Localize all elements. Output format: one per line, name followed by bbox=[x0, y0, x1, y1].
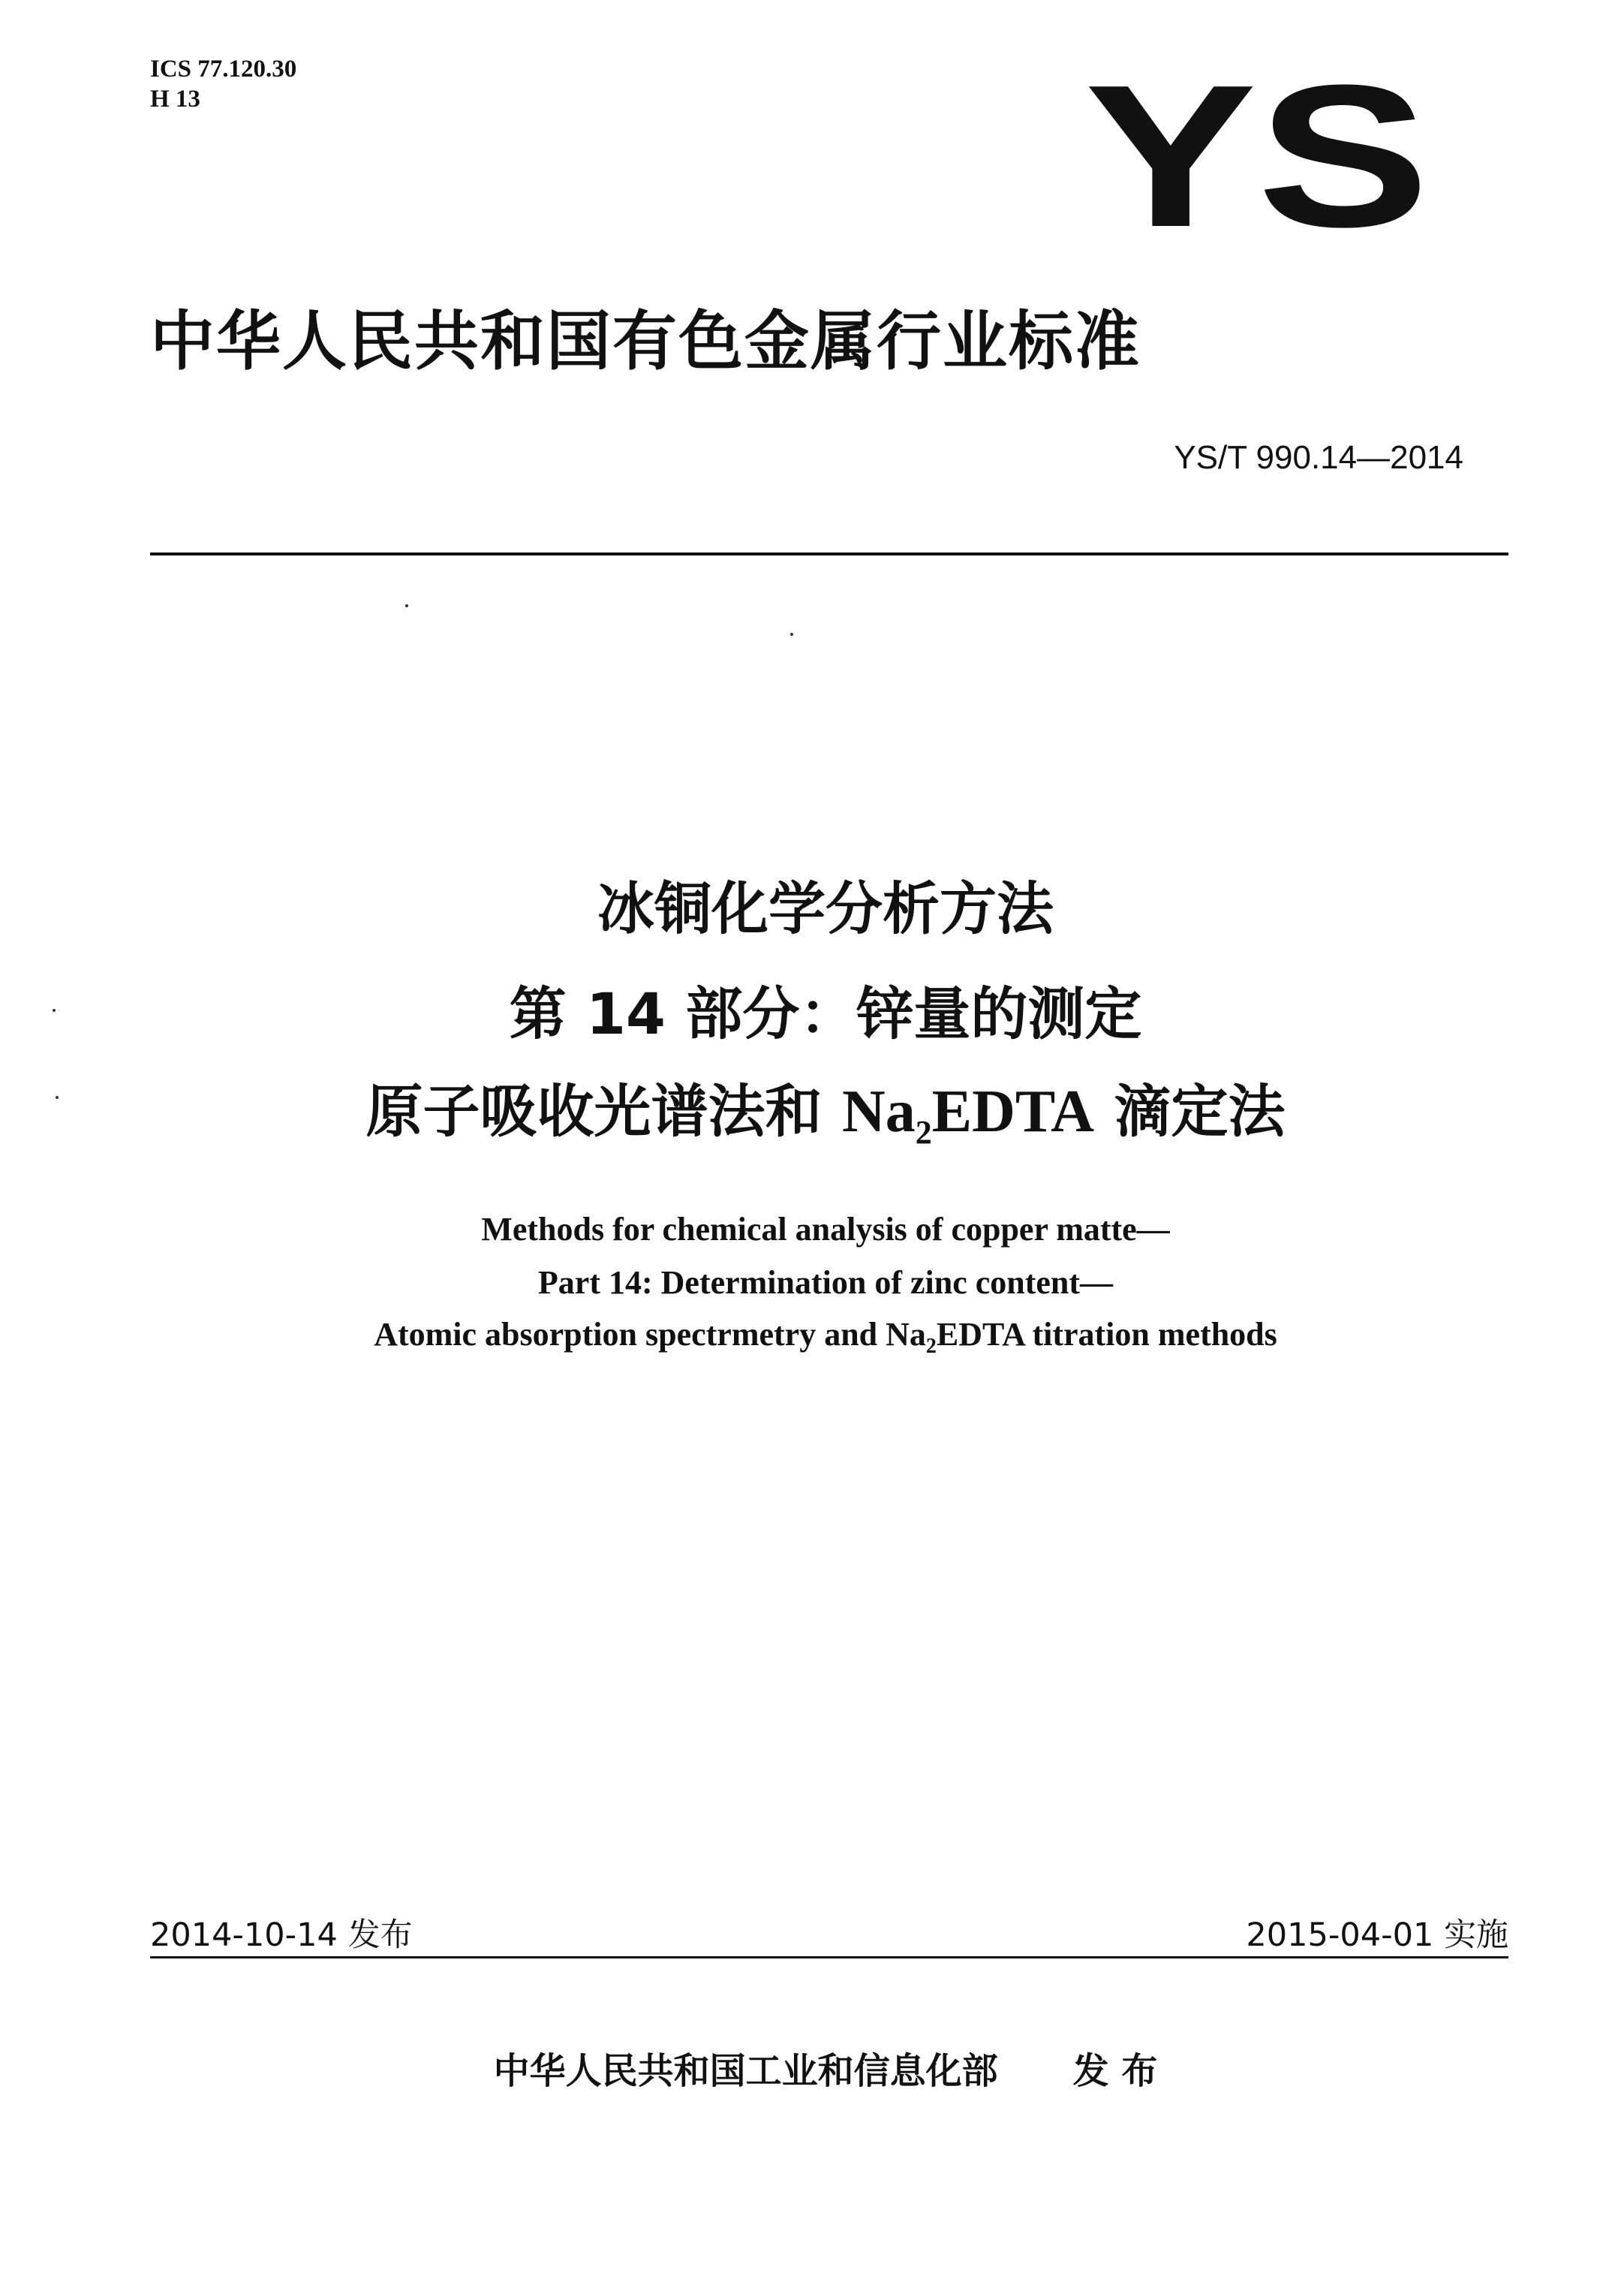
effective-date: 2015-04-01 实施 bbox=[1246, 1916, 1508, 1954]
scan-speck bbox=[53, 1009, 56, 1012]
publisher bbox=[150, 2042, 1501, 2094]
title-cn-subscript: 2 bbox=[915, 1114, 932, 1152]
title-cn-line2: 第 14 部分：锌量的测定 bbox=[509, 980, 1142, 1047]
title-cn-line3 bbox=[150, 1066, 1501, 1152]
org-title: 中华人民共和国有色金属行业标准 bbox=[150, 304, 1141, 379]
standard-code: YS/T 990.14—2014 bbox=[1174, 439, 1463, 476]
bottom-divider bbox=[150, 1956, 1508, 1958]
scan-speck bbox=[56, 1096, 59, 1099]
ccs-code: H 13 bbox=[150, 86, 200, 113]
top-divider bbox=[150, 552, 1508, 555]
publisher-name: 中华人民共和国工业和信息化部 bbox=[493, 2050, 998, 2092]
title-cn-edta: EDTA bbox=[931, 1079, 1095, 1145]
issue-date: 2014-10-14 发布 bbox=[150, 1916, 413, 1954]
title-cn-na: Na bbox=[841, 1079, 916, 1145]
ys-logo-text: YS bbox=[1084, 72, 1430, 237]
title-en-subscript: 2 bbox=[925, 1334, 937, 1358]
title-cn-line3-c: 滴定法 bbox=[1094, 1078, 1286, 1145]
title-en-line3 bbox=[150, 1315, 1501, 1359]
title-en-line2: Part 14: Determination of zinc content— bbox=[537, 1264, 1114, 1301]
publisher-action: 发 布 bbox=[1072, 2050, 1158, 2092]
ics-code: ICS 77.120.30 bbox=[150, 56, 297, 83]
classification-codes bbox=[150, 54, 296, 114]
title-en-line3-a: Atomic absorption spectrmetry and Na bbox=[374, 1316, 926, 1353]
title-cn-line3-a: 原子吸收光谱法和 bbox=[365, 1078, 842, 1145]
scan-speck bbox=[405, 604, 408, 607]
scan-speck bbox=[790, 633, 793, 636]
title-en-line1: Methods for chemical analysis of copper matte— bbox=[481, 1211, 1170, 1248]
title-en-line3-b: EDTA titration methods bbox=[936, 1316, 1277, 1353]
title-cn-line1: 冰铜化学分析方法 bbox=[597, 875, 1054, 942]
ys-logo bbox=[1081, 72, 1433, 237]
